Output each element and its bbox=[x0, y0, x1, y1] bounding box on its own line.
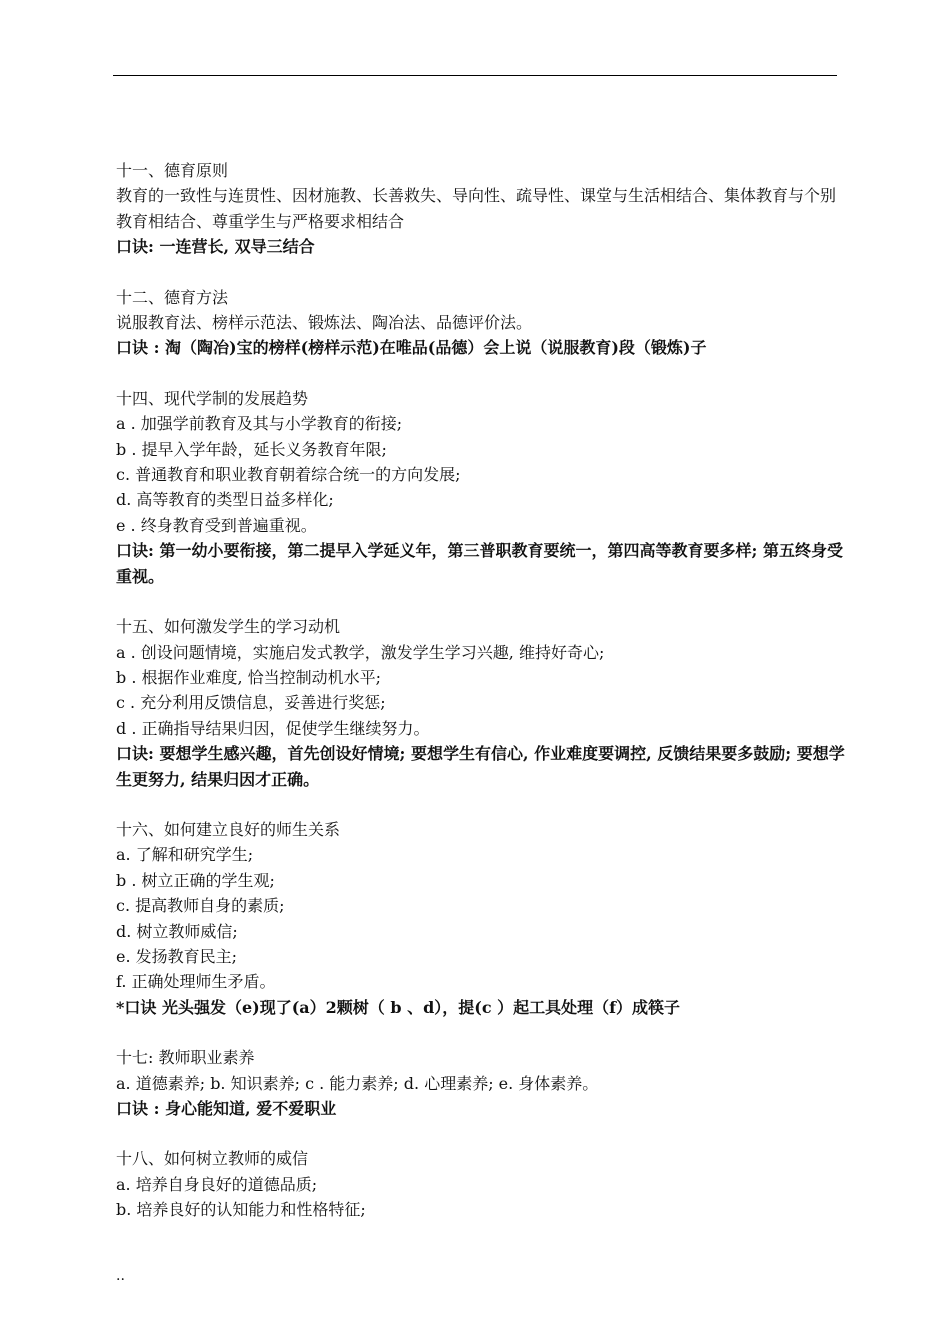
mnemonic: 口诀 : 淘（陶冶)宝的榜样(榜样示范)在唯品(品德）会上说（说服教育)段（锻炼)子 bbox=[116, 338, 707, 358]
section-line: c. 普通教育和职业教育朝着综合统一的方向发展; bbox=[116, 465, 461, 485]
section-heading: 十七: 教师职业素养 bbox=[116, 1048, 255, 1068]
section-line: e . 终身教育受到普遍重视。 bbox=[116, 515, 317, 535]
section-line: e. 发扬教育民主; bbox=[116, 946, 238, 966]
section-heading: 十一、德育原则 bbox=[116, 161, 229, 180]
section-line: 教育的一致性与连贯性、因材施教、长善救失、导向性、疏导性、课堂与生活相结合、集体教育与个别教育相结合、尊重学生与严格要求相结合 bbox=[116, 186, 837, 231]
section-teacher-authority bbox=[116, 1146, 846, 1222]
section-line: a. 道德素养; b. 知识素养; c . 能力素养; d. 心理素养; e. 身体素养。 bbox=[116, 1073, 599, 1093]
section-line: b . 提早入学年龄，延长义务教育年限; bbox=[116, 439, 387, 459]
section-line: c. 提高教师自身的素质; bbox=[116, 896, 285, 916]
section-moral-principles bbox=[116, 158, 846, 260]
section-line: a. 培养自身良好的道德品质; bbox=[116, 1174, 318, 1194]
section-line: d. 高等教育的类型日益多样化; bbox=[116, 490, 334, 510]
section-line: b . 根据作业难度, 恰当控制动机水平; bbox=[116, 667, 382, 687]
section-heading: 十六、如何建立良好的师生关系 bbox=[116, 819, 341, 839]
document-body bbox=[116, 158, 846, 1248]
section-line: b . 树立正确的学生观; bbox=[116, 870, 275, 890]
mnemonic: 口诀: 一连营长, 双导三结合 bbox=[116, 237, 315, 257]
section-moral-methods bbox=[116, 285, 846, 361]
section-line: a . 加强学前教育及其与小学教育的衔接; bbox=[116, 414, 403, 434]
mnemonic: 口诀 : 身心能知道, 爱不爱职业 bbox=[116, 1099, 337, 1118]
mnemonic: 口诀: 要想学生感兴趣，首先创设好情境; 要想学生有信心, 作业难度要调控, 反馈结果要多鼓励; 要想学生更努力, 结果归因才正确。 bbox=[116, 744, 845, 789]
section-line: d. 树立教师威信; bbox=[116, 921, 238, 941]
section-line: f. 正确处理师生矛盾。 bbox=[116, 972, 276, 992]
mnemonic: *口诀 光头强发（e)现了(a）2颗树（ b 、d），提(c ）起工具处理（f）成筷子 bbox=[116, 997, 681, 1017]
section-line: a. 了解和研究学生; bbox=[116, 845, 254, 865]
section-school-system-trends bbox=[116, 386, 846, 589]
section-teacher-qualities bbox=[116, 1045, 846, 1121]
section-teacher-student-relations bbox=[116, 817, 846, 1020]
section-line: 说服教育法、榜样示范法、锻炼法、陶冶法、品德评价法。 bbox=[116, 313, 533, 333]
section-heading: 十五、如何激发学生的学习动机 bbox=[116, 617, 341, 637]
section-line: a . 创设问题情境，实施启发式教学，激发学生学习兴趣, 维持好奇心; bbox=[116, 642, 605, 662]
footer-marker: .. bbox=[116, 1268, 125, 1284]
header-rule bbox=[113, 75, 837, 76]
section-heading: 十四、现代学制的发展趋势 bbox=[116, 388, 309, 408]
section-learning-motivation bbox=[116, 614, 846, 792]
mnemonic: 口诀: 第一幼小要衔接，第二提早入学延义年，第三普职教育要统一，第四高等教育要多样; 第五终身受重视。 bbox=[116, 541, 843, 586]
section-line: d . 正确指导结果归因，促使学生继续努力。 bbox=[116, 718, 430, 738]
section-line: c . 充分利用反馈信息，妥善进行奖惩; bbox=[116, 693, 386, 713]
section-line: b. 培养良好的认知能力和性格特征; bbox=[116, 1200, 366, 1220]
section-heading: 十八、如何树立教师的威信 bbox=[116, 1149, 309, 1169]
section-heading: 十二、德育方法 bbox=[116, 287, 229, 307]
